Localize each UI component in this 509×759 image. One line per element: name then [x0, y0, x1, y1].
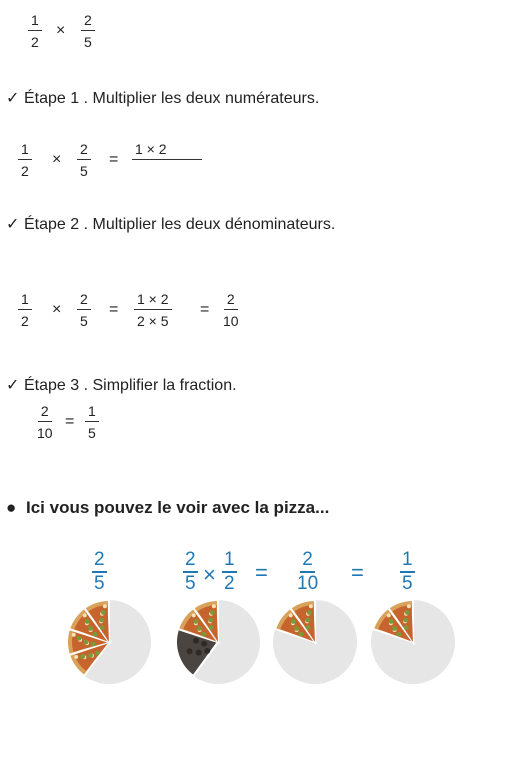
pizza-section-text: Ici vous pouvez le voir avec la pizza... [26, 498, 330, 517]
topping-dot [91, 642, 96, 647]
crumb [196, 650, 202, 656]
bullet-icon: ● [6, 498, 17, 517]
topping-dot [299, 632, 304, 637]
numerator: 2 [81, 12, 95, 31]
step1-fraction-a [18, 141, 32, 179]
topping-dot [306, 618, 311, 623]
pizza-diagram-2 [174, 598, 262, 686]
topping-dot [77, 636, 82, 641]
cheese-dot [103, 604, 107, 608]
step2-product-fraction [134, 291, 172, 329]
numerator: 1 [85, 403, 99, 422]
topping-dot [202, 632, 207, 637]
crumb [204, 648, 210, 654]
multiply-sign: × [203, 562, 216, 587]
denominator: 5 [80, 313, 88, 329]
topping-dot [209, 625, 214, 630]
topping-dot [101, 610, 106, 615]
topping-dot [100, 625, 105, 630]
numerator: 2 [38, 403, 52, 422]
step-1-heading [6, 89, 319, 109]
step1-fraction-b [77, 141, 91, 179]
numerator: 1 [18, 291, 32, 310]
pizza-fraction-4 [400, 550, 415, 594]
topping-dot [100, 618, 105, 623]
topping-dot [294, 626, 299, 631]
numerator: 1 × 2 [132, 141, 202, 160]
topping-dot [404, 618, 409, 623]
step3-fraction-b [85, 403, 99, 441]
denominator: 5 [185, 573, 196, 594]
topping-dot [291, 619, 296, 624]
step-2-text: Étape 2 . Multiplier les deux dénominateurs. [24, 216, 336, 233]
step3-fraction-a [34, 403, 56, 441]
numerator: 1 [18, 141, 32, 160]
check-icon: ✓ [6, 377, 20, 394]
cheese-dot [72, 633, 76, 637]
crumb [187, 648, 193, 654]
equals-sign: = [109, 301, 119, 318]
numerator: 2 [183, 550, 198, 573]
denominator: 2 [31, 34, 39, 50]
multiply-sign: × [52, 301, 62, 318]
cheese-dot [289, 613, 293, 617]
pizza-fraction-3 [295, 550, 320, 594]
step-3-heading [6, 376, 237, 396]
cheese-dot [309, 604, 313, 608]
topping-dot [85, 619, 90, 624]
topping-dot [389, 619, 394, 624]
topping-dot [197, 626, 202, 631]
topping-dot [307, 610, 312, 615]
numerator: 2 [77, 291, 91, 310]
crumb [193, 638, 199, 644]
pizza-section-title [6, 498, 329, 518]
denominator: 5 [84, 34, 92, 50]
denominator: 5 [88, 425, 96, 441]
step2-fraction-a [18, 291, 32, 329]
cheese-dot [407, 604, 411, 608]
cheese-dot [212, 604, 216, 608]
denominator: 10 [297, 573, 319, 594]
equals-sign: = [255, 560, 268, 585]
denominator: 5 [94, 573, 105, 594]
step2-fraction-b [77, 291, 91, 329]
numerator: 1 [222, 550, 237, 573]
numerator: 1 [28, 12, 42, 31]
topping-dot [397, 632, 402, 637]
denominator: 10 [223, 313, 239, 329]
pizza-fraction-2a [183, 550, 198, 594]
step-3-text: Étape 3 . Simplifier la fraction. [24, 377, 237, 394]
topping-dot [210, 610, 215, 615]
numerator: 2 [92, 550, 107, 573]
topping-dot [80, 654, 85, 659]
denominator: 5 [80, 163, 88, 179]
multiply-sign: × [56, 22, 66, 39]
cheese-dot [83, 613, 87, 617]
problem-fraction-a [28, 12, 42, 50]
topping-dot [194, 619, 199, 624]
denominator: 2 × 5 [137, 313, 169, 329]
numerator: 1 × 2 [134, 291, 172, 310]
cheese-dot [387, 613, 391, 617]
pizza-fraction-2b [222, 550, 237, 594]
check-icon: ✓ [6, 90, 20, 107]
denominator: 5 [402, 573, 413, 594]
topping-dot [392, 626, 397, 631]
equals-sign: = [65, 413, 75, 430]
topping-dot [93, 632, 98, 637]
step-1-text: Étape 1 . Multiplier les deux numérateurs. [24, 90, 320, 107]
pizza-diagram-1 [65, 598, 153, 686]
multiply-sign: × [52, 151, 62, 168]
topping-dot [88, 626, 93, 631]
topping-dot [95, 651, 100, 656]
topping-dot [404, 625, 409, 630]
step-2-heading [6, 215, 335, 235]
numerator: 2 [77, 141, 91, 160]
topping-dot [405, 610, 410, 615]
pizza-diagram-3 [271, 598, 359, 686]
denominator: 10 [37, 425, 53, 441]
denominator: 2 [224, 573, 235, 594]
topping-dot [209, 618, 214, 623]
numerator: 2 [300, 550, 315, 573]
step1-result-fraction [132, 141, 202, 160]
equals-sign: = [200, 301, 210, 318]
denominator: 2 [21, 313, 29, 329]
topping-dot [306, 625, 311, 630]
problem-fraction-b [81, 12, 95, 50]
pizza-fraction-1 [92, 550, 107, 594]
cheese-dot [74, 655, 78, 659]
denominator: 2 [21, 163, 29, 179]
numerator: 1 [400, 550, 415, 573]
equals-sign: = [109, 151, 119, 168]
topping-dot [88, 653, 93, 658]
cheese-dot [192, 613, 196, 617]
numerator: 2 [224, 291, 238, 310]
pizza-diagram-4 [369, 598, 457, 686]
check-icon: ✓ [6, 216, 20, 233]
equals-sign: = [351, 560, 364, 585]
step2-final-fraction [220, 291, 242, 329]
crumb [201, 641, 207, 647]
topping-dot [84, 640, 89, 645]
